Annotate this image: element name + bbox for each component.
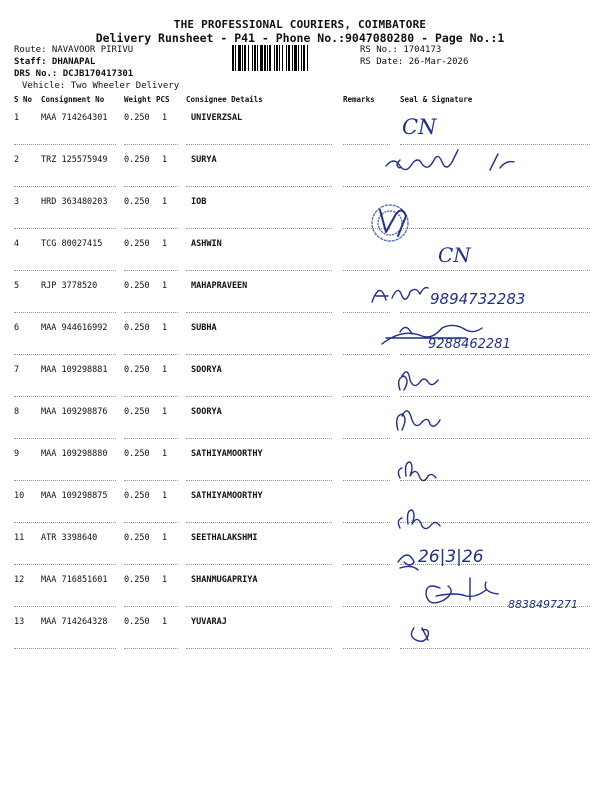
row-weight: 0.250 <box>124 323 150 333</box>
row-sno: 4 <box>14 239 20 249</box>
row-consignment-no: MAA 109298881 <box>41 365 108 375</box>
signature-row-9 <box>398 462 436 481</box>
row-consignment-no: RJP 3778520 <box>41 281 98 291</box>
row-consignment-no: MAA 109298875 <box>41 491 108 501</box>
route-label: Route: NAVAVOOR PIRIVU <box>14 45 134 55</box>
row-weight: 0.250 <box>124 113 150 123</box>
row-sno: 9 <box>14 449 20 459</box>
row-pcs: 1 <box>162 365 168 375</box>
row-pcs: 1 <box>162 617 168 627</box>
col-sno: S No <box>14 95 33 104</box>
row-consignee-name: ASHWIN <box>191 239 222 249</box>
row-consignee-name: MAHAPRAVEEN <box>191 281 248 291</box>
row-weight: 0.250 <box>124 281 150 291</box>
row-consignment-no: ATR 3398640 <box>41 533 98 543</box>
row-sno: 12 <box>14 575 25 585</box>
row-consignment-no: MAA 716851601 <box>41 575 108 585</box>
row-pcs: 1 <box>162 575 168 585</box>
col-weight: Weight <box>124 95 152 104</box>
row-weight: 0.250 <box>124 197 150 207</box>
signature-row-10 <box>398 510 440 529</box>
row-pcs: 1 <box>162 113 168 123</box>
row-consignee-name: SATHIYAMOORTHY <box>191 449 263 459</box>
row-consignment-no: MAA 109298880 <box>41 449 108 459</box>
col-pcs: PCS <box>156 95 170 104</box>
vehicle-label: Vehicle: Two Wheeler Delivery <box>22 81 180 91</box>
row-sno: 6 <box>14 323 20 333</box>
row-consignment-no: TCG 80027415 <box>41 239 103 249</box>
row-weight: 0.250 <box>124 239 150 249</box>
row-pcs: 1 <box>162 407 168 417</box>
row-weight: 0.250 <box>124 155 150 165</box>
col-consignee: Consignee Details <box>186 95 263 104</box>
signature-row-5 <box>372 288 428 302</box>
row-consignee-name: SHANMUGAPRIYA <box>191 575 258 585</box>
date-row-11: 26|3|26 <box>418 547 484 567</box>
row-consignee-name: IOB <box>191 197 207 207</box>
row-consignee-name: SURYA <box>191 155 217 165</box>
row-sno: 13 <box>14 617 25 627</box>
row-pcs: 1 <box>162 533 168 543</box>
signature-row-12 <box>426 578 498 603</box>
row-sno: 3 <box>14 197 20 207</box>
row-consignee-name: SOORYA <box>191 407 222 417</box>
phone-row-6: 9288462281 <box>428 337 511 352</box>
row-consignee-name: UNIVERZSAL <box>191 113 243 123</box>
signature-row-11 <box>398 555 418 570</box>
row-weight: 0.250 <box>124 617 150 627</box>
row-weight: 0.250 <box>124 491 150 501</box>
row-consignment-no: MAA 714264301 <box>41 113 108 123</box>
row-weight: 0.250 <box>124 407 150 417</box>
drs-label: DRS No.: DCJB170417301 <box>14 69 134 79</box>
signature-row-7 <box>399 372 438 390</box>
row-pcs: 1 <box>162 491 168 501</box>
row-weight: 0.250 <box>124 533 150 543</box>
row-consignee-name: SUBHA <box>191 323 217 333</box>
signature-row-1: CN <box>402 115 437 139</box>
row-consignment-no: MAA 714264328 <box>41 617 108 627</box>
row-consignment-no: MAA 944616992 <box>41 323 108 333</box>
row-pcs: 1 <box>162 281 168 291</box>
row-sno: 11 <box>14 533 25 543</box>
rs-date-label: RS Date: 26-Mar-2026 <box>360 57 469 67</box>
row-consignment-no: MAA 109298876 <box>41 407 108 417</box>
row-weight: 0.250 <box>124 449 150 459</box>
row-pcs: 1 <box>162 239 168 249</box>
row-sno: 7 <box>14 365 20 375</box>
row-consignee-name: SATHIYAMOORTHY <box>191 491 263 501</box>
row-sno: 5 <box>14 281 20 291</box>
phone-row-5: 9894732283 <box>430 290 526 308</box>
col-consignment: Consignment No <box>41 95 105 104</box>
row-sno: 1 <box>14 113 20 123</box>
row-sno: 2 <box>14 155 20 165</box>
row-consignee-name: SOORYA <box>191 365 222 375</box>
row-consignee-name: YUVARAJ <box>191 617 227 627</box>
signature-row-13 <box>411 628 428 641</box>
row-sno: 8 <box>14 407 20 417</box>
staff-label: Staff: DHANAPAL <box>14 57 96 67</box>
signature-row-8 <box>397 411 440 430</box>
row-weight: 0.250 <box>124 575 150 585</box>
row-pcs: 1 <box>162 323 168 333</box>
col-remarks: Remarks <box>343 95 375 104</box>
row-consignment-no: TRZ 125575949 <box>41 155 108 165</box>
row-weight: 0.250 <box>124 365 150 375</box>
row-pcs: 1 <box>162 197 168 207</box>
col-seal-signature: Seal & Signature <box>400 95 473 104</box>
runsheet-title: THE PROFESSIONAL COURIERS, COIMBATORE <box>173 18 427 31</box>
phone-row-12: 8838497271 <box>508 598 578 611</box>
row-pcs: 1 <box>162 155 168 165</box>
signature-row-4: CN <box>438 243 471 267</box>
row-consignee-name: SEETHALAKSHMI <box>191 533 258 543</box>
row-sno: 10 <box>14 491 25 501</box>
signature-row-2 <box>386 150 514 170</box>
row-pcs: 1 <box>162 449 168 459</box>
signature-row-3 <box>372 205 408 241</box>
rs-number-label: RS No.: 1704173 <box>360 45 442 55</box>
row-consignment-no: HRD 363480203 <box>41 197 108 207</box>
runsheet-subtitle: Delivery Runsheet - P41 - Phone No.:9047080280 - Page No.:1 <box>95 31 505 45</box>
